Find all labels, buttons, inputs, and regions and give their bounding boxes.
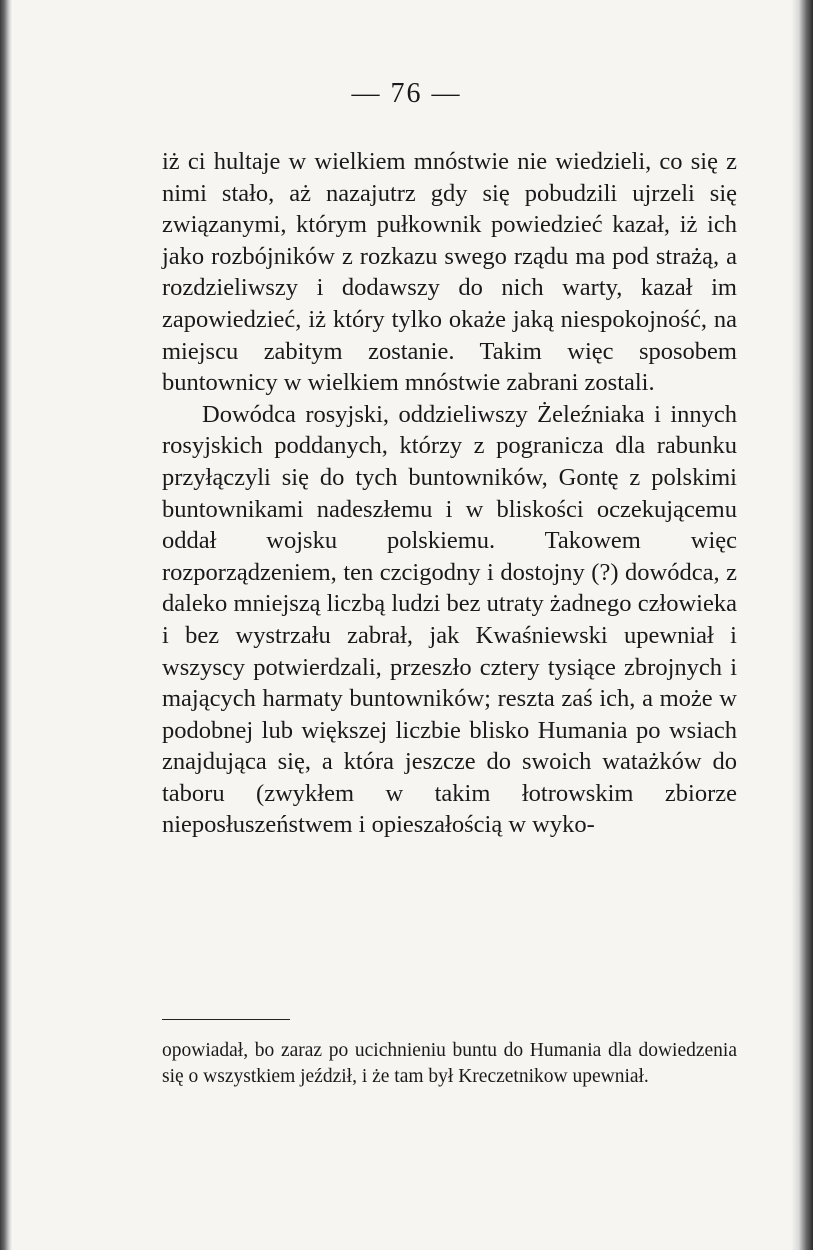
page-number: — 76 — bbox=[351, 78, 462, 109]
paragraph-1: iż ci hultaje w wielkiem mnóstwie nie wiedzieli, co się z nimi stało, aż nazajutrz gdy się pobudzili ujrzeli się związanymi, którym pułkownik powiedzieć kazał, iż ich jako rozbójników z rozkazu swego rządu ma pod strażą, a rozdzieliwszy i dodawszy do nich warty, kazał im zapowiedzieć, iż który tylko okaże jaką niespokojność, na miejscu zabitym zostanie. Takim więc sposobem buntownicy w wielkiem mnóstwie zabrani zostali. bbox=[162, 148, 737, 397]
page-edge-shadow bbox=[791, 0, 813, 1250]
paragraph-2: Dowódca rosyjski, oddzieliwszy Żeleźniaka i innych rosyjskich poddanych, którzy z pogranicza dla rabunku przyłączyli się do tych buntowników, Gontę z polskimi buntownikami nadeszłemu i w bliskości oczekującemu oddał wojsku polskiemu. Takowem więc rozporządzeniem, ten czcigodny i dostojny (?) dowódca, z daleko mniejszą liczbą ludzi bez utraty żadnego człowieka i bez wystrzału zabrał, jak Kwaśniewski upewniał i wszyscy potwierdzali, przeszło cztery tysiące zbrojnych i mających harmaty buntowników; reszta zaś ich, a może w podobnej lub większej liczbie blisko Humania po wsiach znajdująca się, a która jeszcze do swoich watażków do taboru (zwykłem w takim łotrowskim zbiorze nieposłuszeństwem i opieszałością w wyko- bbox=[162, 400, 737, 839]
main-text bbox=[162, 146, 737, 841]
footnote-rule bbox=[162, 1019, 290, 1020]
footnote: opowiadał, bo zaraz po ucichnieniu buntu do Humania dla dowiedzenia się o wszystkiem jeździł, i że tam był Kreczetnikow upewniał. bbox=[162, 1040, 737, 1087]
page-spine-shadow bbox=[0, 0, 12, 1250]
